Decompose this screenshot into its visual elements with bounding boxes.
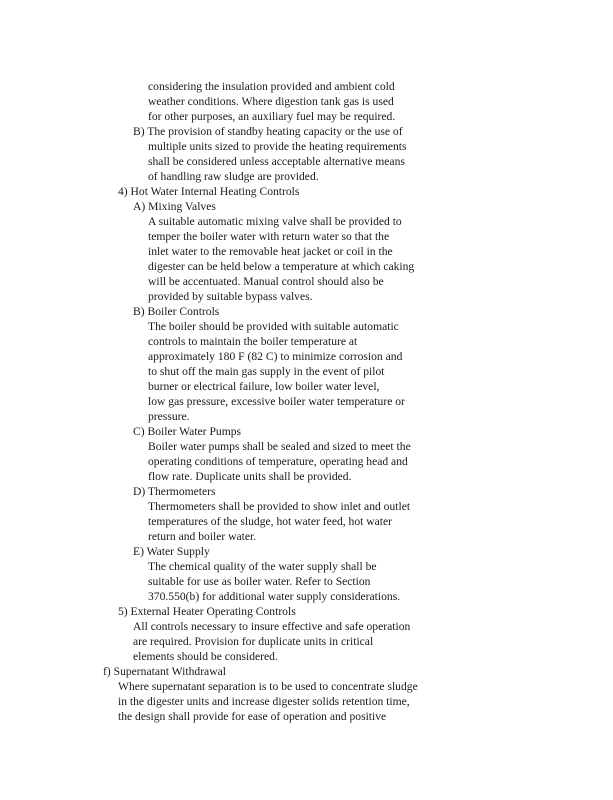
- text-line: digester can be held below a temperature at which caking: [148, 260, 415, 273]
- text-line: provided by suitable bypass valves.: [148, 290, 313, 303]
- text-line: burner or electrical failure, low boiler water level,: [148, 380, 380, 393]
- text-line: multiple units sized to provide the heating requirements: [148, 140, 407, 153]
- subsection-heading: C) Boiler Water Pumps: [133, 425, 242, 438]
- text-line: of handling raw sludge are provided.: [148, 170, 319, 183]
- subsection-heading: A) Mixing Valves: [133, 200, 216, 213]
- text-line: flow rate. Duplicate units shall be provided.: [148, 470, 352, 483]
- section-heading: f) Supernatant Withdrawal: [103, 665, 226, 678]
- text-line: inlet water to the removable heat jacket or coil in the: [148, 245, 393, 258]
- subsection-heading: E) Water Supply: [133, 545, 210, 558]
- text-line: operating conditions of temperature, operating head and: [148, 455, 408, 468]
- text-line: temper the boiler water with return water so that the: [148, 230, 390, 243]
- text-line: considering the insulation provided and ambient cold: [148, 80, 395, 93]
- text-line: to shut off the main gas supply in the event of pilot: [148, 365, 385, 378]
- text-line: pressure.: [148, 410, 190, 423]
- text-line: The boiler should be provided with suitable automatic: [148, 320, 399, 333]
- section-heading: 4) Hot Water Internal Heating Controls: [118, 185, 300, 198]
- subsection-heading: B) Boiler Controls: [133, 305, 220, 318]
- text-line: temperatures of the sludge, hot water feed, hot water: [148, 515, 393, 528]
- text-line: in the digester units and increase digester solids retention time,: [118, 695, 410, 708]
- text-line: A suitable automatic mixing valve shall be provided to: [148, 215, 402, 228]
- text-line: controls to maintain the boiler temperature at: [148, 335, 358, 348]
- text-line: the design shall provide for ease of operation and positive: [118, 710, 387, 723]
- text-line: approximately 180 F (82 C) to minimize corrosion and: [148, 350, 403, 363]
- list-item-heading: B) The provision of standby heating capacity or the use of: [133, 125, 403, 138]
- subsection-heading: D) Thermometers: [133, 485, 216, 498]
- text-line: Thermometers shall be provided to show inlet and outlet: [148, 500, 411, 513]
- text-line: are required. Provision for duplicate units in critical: [133, 635, 374, 648]
- text-line: The chemical quality of the water supply shall be: [148, 560, 377, 573]
- text-line: will be accentuated. Manual control should also be: [148, 275, 384, 288]
- text-line: All controls necessary to insure effective and safe operation: [133, 620, 411, 633]
- text-line: 370.550(b) for additional water supply considerations.: [148, 590, 401, 603]
- text-line: Where supernatant separation is to be used to concentrate sludge: [118, 680, 418, 693]
- text-line: elements should be considered.: [133, 650, 278, 663]
- text-line: suitable for use as boiler water. Refer to Section: [148, 575, 371, 588]
- text-line: for other purposes, an auxiliary fuel may be required.: [148, 110, 396, 123]
- text-line: Boiler water pumps shall be sealed and sized to meet the: [148, 440, 411, 453]
- text-line: shall be considered unless acceptable alternative means: [148, 155, 405, 168]
- text-line: return and boiler water.: [148, 530, 257, 543]
- section-heading: 5) External Heater Operating Controls: [118, 605, 296, 618]
- text-line: low gas pressure, excessive boiler water temperature or: [148, 395, 405, 408]
- text-line: weather conditions. Where digestion tank gas is used: [148, 95, 394, 108]
